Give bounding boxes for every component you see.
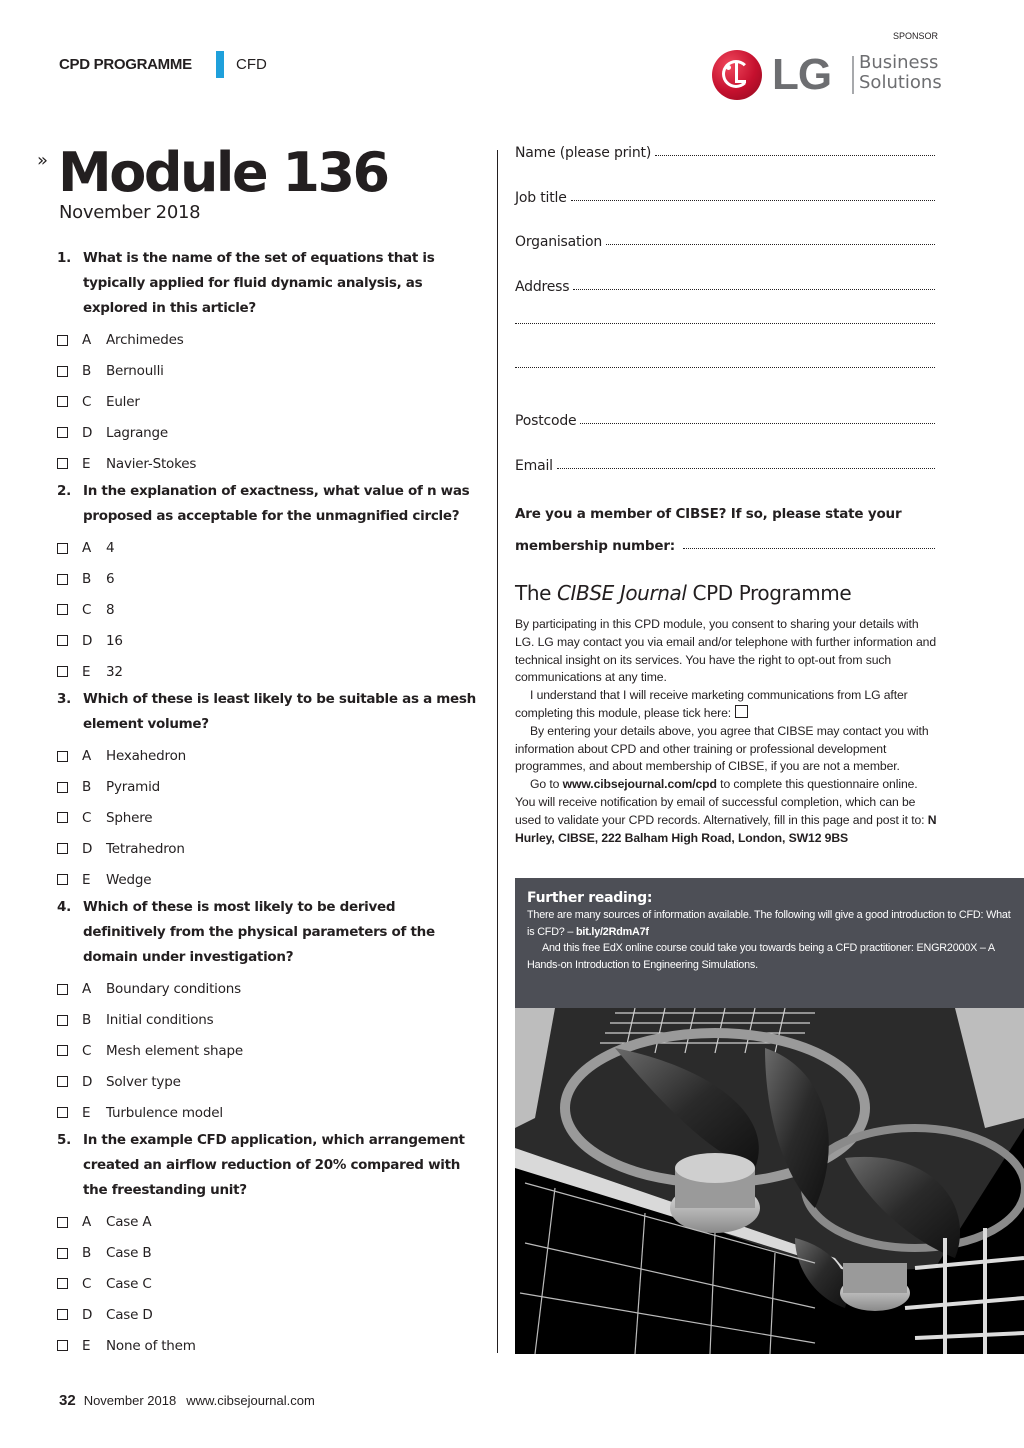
option-letter: C [82,809,92,826]
consent-paragraph: By participating in this CPD module, you consent to sharing your details with LG. LG may contact you via email and/or telephone with further information and technical insight on its services. You have the right to opt-out from such communications at any time. [515,617,937,685]
answer-option[interactable] [57,325,477,356]
address-field-line2[interactable] [515,324,935,369]
answer-checkbox[interactable] [57,1076,68,1087]
option-letter: E [82,1337,91,1354]
answer-checkbox[interactable] [57,843,68,854]
section-divider-bar [216,51,224,78]
sponsor-label: SPONSOR [893,31,939,41]
question-text: What is the name of the set of equations that is typically applied for fluid dynamic analysis, as explored in this article? [83,250,435,316]
title-part: The [515,581,557,605]
module-date: November 2018 [59,202,201,223]
email-field[interactable] [515,458,935,503]
online-text: Go to [530,777,563,792]
answer-checkbox[interactable] [57,984,68,995]
field-label: Postcode [515,413,577,430]
option-text: Wedge [106,871,152,888]
option-letter: D [82,1306,93,1323]
answer-checkbox[interactable] [57,427,68,438]
name-field[interactable] [515,145,935,190]
answer-checkbox[interactable] [57,335,68,346]
option-letter: B [82,571,92,588]
marketing-paragraph [515,687,940,723]
option-text: 8 [106,601,115,618]
field-label: Address [515,279,570,296]
answer-option[interactable] [57,448,477,479]
quiz-question [57,479,477,529]
further-reading-p2: And this free EdX online course could take you towards being a CFD practitioner: ENGR2000X – A Hands-on Introduction to Engineering Simulations. [527,942,995,971]
field-label: Name (please print) [515,145,652,161]
question-text: In the explanation of exactness, what value of n was proposed as acceptable for the unmagnified circle? [83,482,470,524]
organisation-input-line[interactable] [606,244,935,245]
answer-checkbox[interactable] [57,1217,68,1228]
postal-address: N Hurley, CIBSE, 222 Balham High Road, London, SW12 9BS [515,812,937,845]
answer-option[interactable] [57,741,477,772]
option-text: Hexahedron [106,748,186,765]
option-letter: A [82,540,92,557]
membership-input-line[interactable] [683,548,935,549]
option-letter: A [82,332,92,349]
column-divider [497,150,498,1353]
question-number: 2. [57,482,71,499]
footer-website: www.cibsejournal.com [186,1393,315,1408]
question-number: 3. [57,690,71,707]
answer-option[interactable] [57,974,477,1005]
question-number: 4. [57,898,71,915]
option-letter: C [82,393,92,410]
answer-option[interactable] [57,1330,477,1361]
bitly-link[interactable]: bit.ly/2RdmA7f [576,925,649,938]
organisation-field[interactable] [515,234,935,279]
address-input-line-3[interactable] [515,367,935,368]
question-text: Which of these is most likely to be derived definitively from the physical parameters of the domain under investigation? [83,898,435,965]
answer-option[interactable] [57,356,477,387]
option-letter: B [82,363,92,380]
option-text: Lagrange [106,424,169,441]
answer-option[interactable] [57,656,477,687]
job-title-field[interactable] [515,190,935,235]
option-text: Solver type [106,1073,181,1090]
answer-checkbox[interactable] [57,1045,68,1056]
answer-option[interactable] [57,595,477,626]
field-label: Job title [515,189,567,206]
module-title: Module 136 [58,141,388,204]
programme-title [515,581,851,605]
option-text: 6 [106,571,115,588]
question-text: In the example CFD application, which arrangement created an airflow reduction of 20% compared with the freestanding unit? [83,1131,465,1198]
answer-checkbox[interactable] [57,1309,68,1320]
answer-option[interactable] [57,772,477,803]
answer-option[interactable] [57,417,477,448]
option-letter: C [82,1275,92,1292]
option-letter: A [82,748,92,765]
option-text: 4 [106,540,115,557]
option-letter: B [82,779,92,796]
page-number: 32 [59,1392,76,1409]
title-part: CPD Programme [686,581,852,605]
answer-option[interactable] [57,625,477,656]
option-text: Bernoulli [106,363,164,380]
answer-checkbox[interactable] [57,812,68,823]
field-label: Email [515,457,553,474]
marketing-text: I understand that I will receive marketing communications from LG after completing this module, please tick here: [515,688,908,720]
option-text: Case B [106,1245,152,1262]
job-title-input-line[interactable] [571,200,935,201]
answer-option[interactable] [57,564,477,595]
answer-option[interactable] [57,1299,477,1330]
postcode-field[interactable] [515,413,935,458]
answer-checkbox[interactable] [57,782,68,793]
answer-option[interactable] [57,387,477,418]
option-text: Case A [106,1214,152,1231]
quiz [57,246,477,1361]
option-text: Boundary conditions [106,981,241,998]
option-text: Pyramid [106,779,161,796]
chevron-icon: » [37,150,49,171]
answer-checkbox[interactable] [57,751,68,762]
answer-checkbox[interactable] [57,604,68,615]
answer-checkbox[interactable] [57,635,68,646]
option-letter: C [82,1042,92,1059]
quiz-question [57,895,477,970]
address-input-line[interactable] [573,289,935,290]
quiz-question [57,246,477,321]
answer-option[interactable] [57,1269,477,1300]
address-field[interactable] [515,279,935,324]
address-input-line-2[interactable] [515,323,935,324]
option-letter: D [82,632,93,649]
lg-wordmark: LG [772,50,832,99]
option-letter: E [82,455,91,472]
answer-checkbox[interactable] [57,666,68,677]
title-italic: CIBSE Journal [556,581,687,605]
option-text: Tetrahedron [106,840,185,857]
quiz-question [57,687,477,737]
lg-face-icon [712,50,762,100]
footer-date: November 2018 [83,1393,177,1408]
answer-option[interactable] [57,1066,477,1097]
answer-option[interactable] [57,1036,477,1067]
answer-checkbox[interactable] [57,366,68,377]
programme-body [515,616,940,847]
answer-option[interactable] [57,533,477,564]
quiz-question [57,1128,477,1203]
option-text: Initial conditions [106,1012,214,1029]
option-letter: A [82,1214,92,1231]
further-reading-title: Further reading: [527,890,653,906]
section-label: CPD PROGRAMME [59,56,192,73]
answer-checkbox[interactable] [57,574,68,585]
option-text: 32 [106,663,123,680]
answer-option[interactable] [57,1097,477,1128]
question-number: 5. [57,1131,71,1148]
question-number: 1. [57,250,71,266]
address-field-line3[interactable] [515,368,935,413]
question-text: Which of these is least likely to be suitable as a mesh element volume? [83,690,476,732]
answer-checkbox[interactable] [57,396,68,407]
cpd-link[interactable]: www.cibsejournal.com/cpd [562,777,717,792]
logo-separator [852,56,854,94]
postcode-input-line[interactable] [580,423,935,424]
cibse-contact-paragraph: By entering your details above, you agree that CIBSE may contact you with information about CPD and other training or professional development programmes, and about membership of CIBSE, if you are not a member. [515,723,929,774]
option-text: Case C [106,1275,152,1292]
fan-render-image [515,1008,1024,1354]
further-text: There are many sources of information available. The following will give a good introduction to CFD: What is CFD? – [527,909,1011,938]
answer-option[interactable] [57,1207,477,1238]
option-text: Case D [106,1306,153,1323]
lg-logo [712,48,944,104]
name-input-line[interactable] [655,155,935,156]
option-letter: A [82,981,92,998]
option-text: Turbulence model [106,1104,223,1121]
answer-checkbox[interactable] [57,874,68,885]
further-reading-p1 [527,907,1012,940]
page-footer [59,1392,315,1409]
option-text: Mesh element shape [106,1042,243,1059]
answer-checkbox[interactable] [57,1015,68,1026]
answer-checkbox[interactable] [57,1248,68,1259]
logo-tagline [859,53,942,93]
option-text: Euler [106,393,140,410]
answer-checkbox[interactable] [57,1340,68,1351]
email-input-line[interactable] [557,468,935,469]
marketing-consent-checkbox[interactable] [735,705,748,718]
option-letter: D [82,1073,93,1090]
details-form [515,145,935,554]
option-letter: E [82,663,91,680]
option-text: 16 [106,632,123,649]
logo-tagline-line2: Solutions [859,72,942,93]
option-letter: E [82,1104,91,1121]
answer-option[interactable] [57,1238,477,1269]
answer-checkbox[interactable] [57,458,68,469]
field-label: membership number: [515,537,675,554]
online-paragraph [515,776,940,847]
option-text: Navier-Stokes [106,455,197,472]
option-letter: D [82,424,93,441]
answer-option[interactable] [57,803,477,834]
option-letter: B [82,1012,92,1029]
logo-tagline-line1: Business [859,52,939,73]
answer-checkbox[interactable] [57,543,68,554]
answer-option[interactable] [57,833,477,864]
answer-checkbox[interactable] [57,1278,68,1289]
field-label: Organisation [515,234,603,251]
member-question: Are you a member of CIBSE? If so, please state your [515,505,902,522]
option-letter: C [82,601,92,618]
answer-checkbox[interactable] [57,1107,68,1118]
option-letter: D [82,840,93,857]
membership-number-field[interactable] [515,538,935,554]
further-reading-box [515,878,1024,1008]
answer-option[interactable] [57,864,477,895]
answer-option[interactable] [57,1005,477,1036]
option-letter: B [82,1245,92,1262]
online-text: to complete this questionnaire online. You will receive notification by email of successful completion, which can be used to validate your CPD records. Alternatively, fill in this page and post it to: [515,777,928,827]
option-text: Archimedes [106,332,184,349]
option-letter: E [82,871,91,888]
option-text: Sphere [106,809,153,826]
option-text: None of them [106,1337,196,1354]
category-label: CFD [236,56,267,73]
